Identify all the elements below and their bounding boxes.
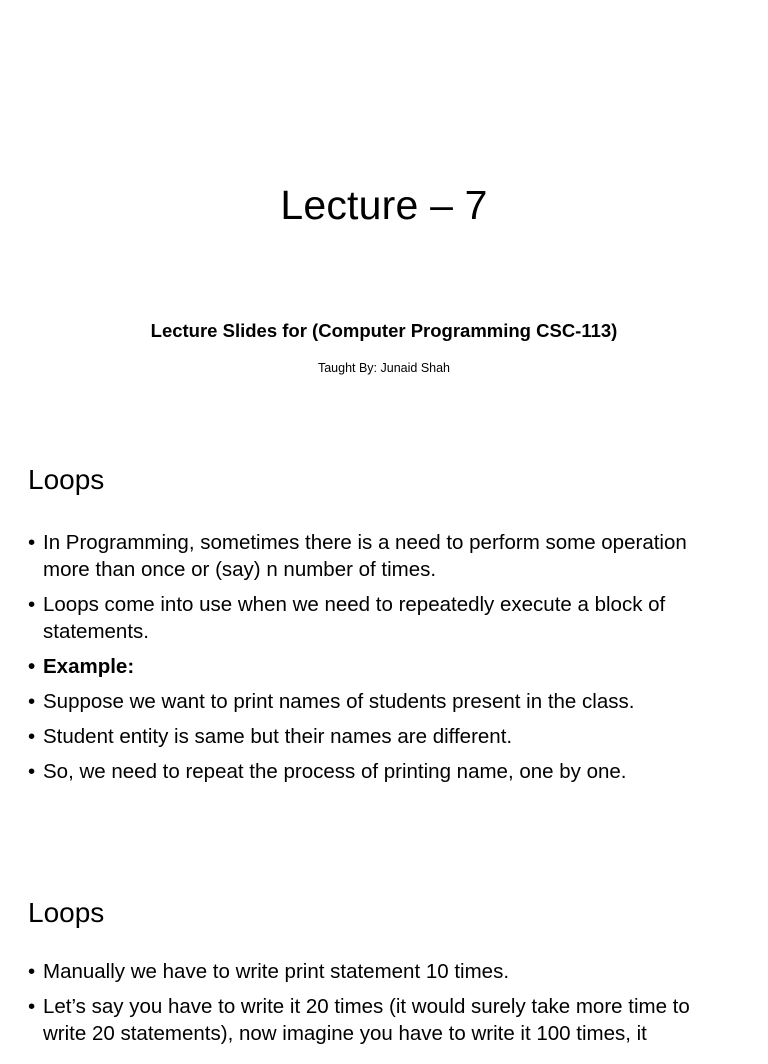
bullet-item xyxy=(28,723,738,750)
bullet-glyph: • xyxy=(28,725,36,748)
bullet-item xyxy=(28,591,738,645)
bullet-item xyxy=(28,688,738,715)
bullet-glyph: • xyxy=(28,655,36,678)
bullet-glyph: • xyxy=(28,960,36,983)
bullet-text: Manually we have to write print statement 10 times. xyxy=(43,960,510,983)
bullet-text: So, we need to repeat the process of printing name, one by one. xyxy=(43,760,627,783)
bullet-text: In Programming, sometimes there is a need to perform some operation more than once or (say) n number of times. xyxy=(43,531,687,581)
bullet-item xyxy=(28,758,738,785)
bullet-glyph: • xyxy=(28,995,36,1018)
lecture-subtitle: Lecture Slides for (Computer Programming CSC-113) xyxy=(150,320,618,341)
bullet-item xyxy=(28,653,738,680)
loops-slide-2 xyxy=(0,864,768,1064)
bullet-list xyxy=(28,529,738,793)
lecture-author: Taught By: Junaid Shah xyxy=(317,361,451,375)
bullet-glyph: • xyxy=(28,531,36,554)
slide-heading: Loops xyxy=(28,464,105,495)
bullet-text: Student entity is same but their names are different. xyxy=(43,725,513,748)
bullet-list xyxy=(28,958,738,1055)
title-slide xyxy=(0,0,768,432)
bullet-text: Suppose we want to print names of students present in the class. xyxy=(43,690,635,713)
bullet-text: Loops come into use when we need to repeatedly execute a block of statements. xyxy=(43,593,666,643)
bullet-glyph: • xyxy=(28,593,36,616)
bullet-item xyxy=(28,993,738,1047)
bullet-text: Example: xyxy=(43,655,135,678)
bullet-text: Let’s say you have to write it 20 times (it would surely take more time to write 20 statements), now imagine you have to write it 100 times, it xyxy=(43,995,690,1045)
loops-slide-1 xyxy=(0,432,768,864)
lecture-title: Lecture – 7 xyxy=(280,182,488,228)
bullet-glyph: • xyxy=(28,690,36,713)
slide-heading: Loops xyxy=(28,897,105,928)
bullet-item xyxy=(28,529,738,583)
bullet-glyph: • xyxy=(28,760,36,783)
bullet-item xyxy=(28,958,738,985)
